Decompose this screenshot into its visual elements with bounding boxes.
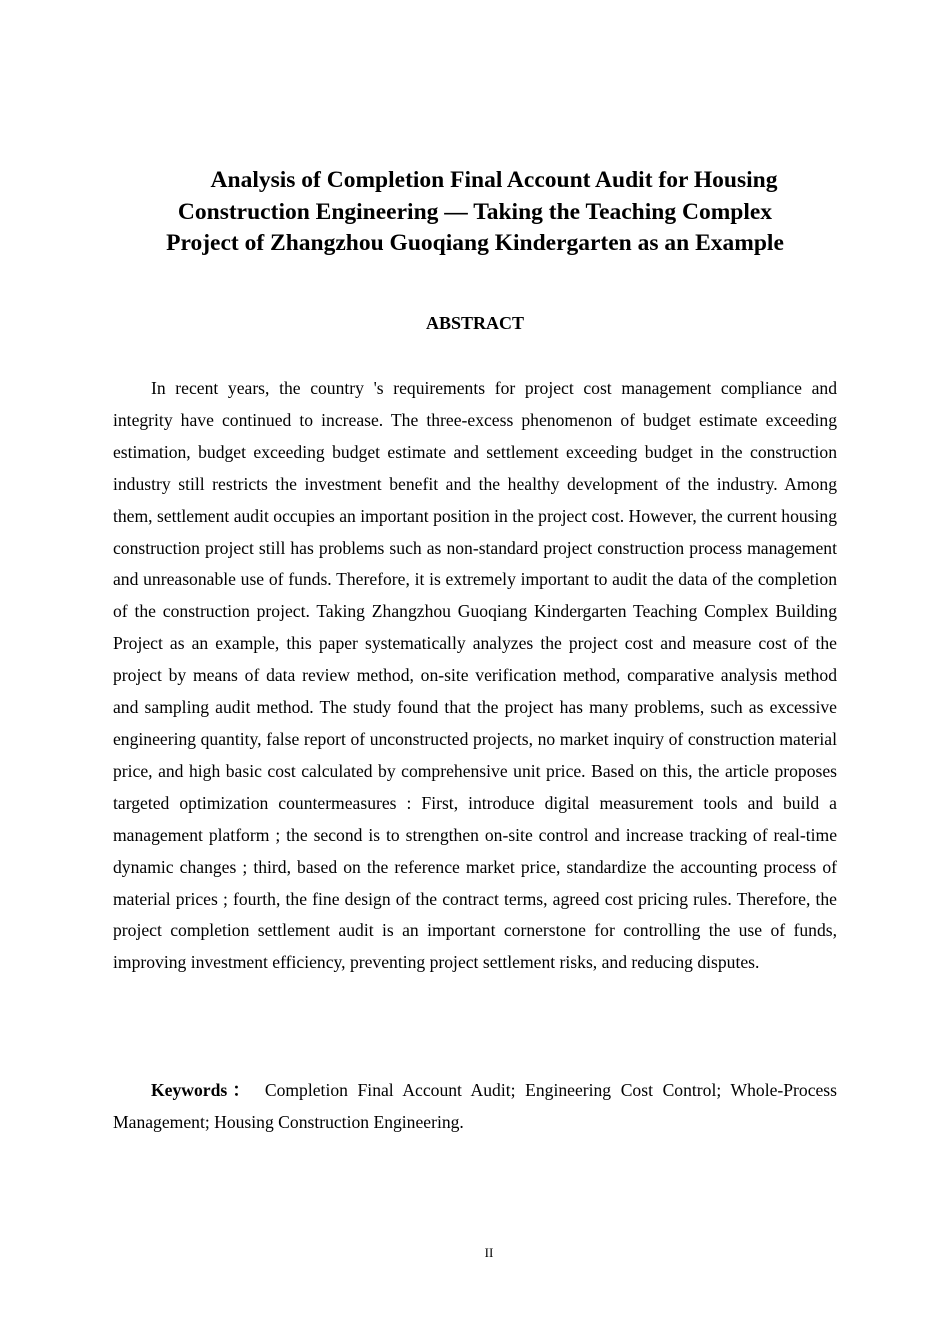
title-line-3: Project of Zhangzhou Guoqiang Kindergarten as an Example bbox=[166, 230, 784, 256]
keywords-label: Keywords： bbox=[151, 1080, 256, 1100]
title-line-1: Analysis of Completion Final Account Audit for Housing bbox=[210, 167, 778, 193]
title-line-2: Construction Engineering — Taking the Teaching Complex bbox=[177, 198, 773, 225]
abstract-heading: ABSTRACT bbox=[425, 313, 525, 333]
abstract-paragraph: In recent years, the country 's requirements for project cost management compliance and integrity have continued to increase. The three-excess phenomenon of budget estimate exceeding estimation, budget exceeding budget estimate and settlement exceeding budget in the construction industry still restricts the investment benefit and the healthy development of the industry. Among them, settlement audit occupies an important position in the project cost. However, the current housing construction project still has problems such as non-standard project construction process management and unreasonable use of funds. Therefore, it is extremely important to audit the data of the completion of the construction project. Taking Zhangzhou Guoqiang Kindergarten Teaching Complex Building Project as an example, this paper systematically analyzes the project cost and measure cost of the project by means of data review method, on-site verification method, comparative analysis method and sampling audit method. The study found that the project has many problems, such as excessive engineering quantity, false report of unconstructed projects, no market inquiry of construction material price, and high basic cost calculated by comprehensive unit price. Based on this, the article proposes targeted optimization countermeasures : First, introduce digital measurement tools and build a management platform ; the second is to strengthen on-site control and increase tracking of real-time dynamic changes ; third, based on the reference market price, standardize the accounting process of material prices ; fourth, the fine design of the contract terms, agreed cost pricing rules. Therefore, the project completion settlement audit is an important cornerstone for controlling the use of funds, improving investment efficiency, preventing project settlement risks, and reducing disputes. bbox=[113, 378, 837, 973]
page-number: II bbox=[484, 1245, 494, 1260]
keywords-text: Completion Final Account Audit; Engineering Cost Control; Whole-Process Management; Housing Construction Engineering. bbox=[113, 1080, 838, 1132]
keywords-paragraph bbox=[113, 1075, 837, 1138]
paper-title bbox=[113, 165, 837, 260]
